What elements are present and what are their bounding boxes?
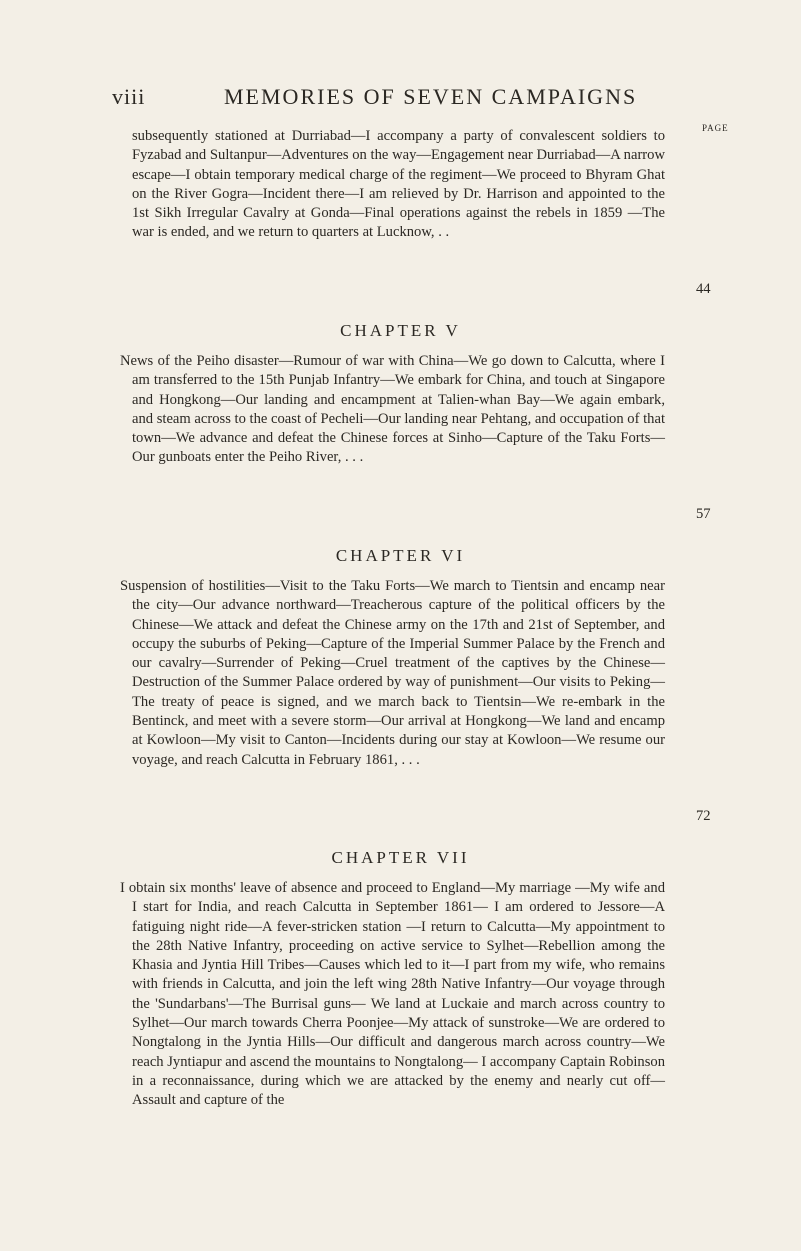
contents-entry-text: subsequently stationed at Durriabad—I accompany a party of convalescent soldiers to Fyzabad and Sultanpur—Adventures on the way—Engagement near Durriabad—A narrow escape—I obtain temporary medical charge of the regiment—We proceed to Bhyram Ghat on the River Gogra—Incident there—I am relieved by Dr. Harrison and appointed to the 1st Sikh Irregular Cavalry at Gonda—Final operations against the rebels in 1859 —The war is ended, and we return to quarters at Lucknow, . . — [132, 128, 665, 241]
chapter-heading: CHAPTER VII — [331, 848, 470, 867]
contents-entry-page: 44 — [696, 281, 711, 297]
page-column-label: PAGE — [702, 123, 729, 133]
running-title: MEMORIES OF SEVEN CAMPAIGNS — [224, 84, 638, 109]
page-number-roman: viii — [112, 84, 146, 109]
page-header — [112, 84, 672, 116]
contents-entry-text: News of the Peiho disaster—Rumour of war with China—We go down to Calcutta, where I am transferred to the 15th Punjab Infantry—We embark for China, and touch at Singapore and Hongkong—Our landing and encampment at Talien-whan Bay—We again embark, and steam across to the coast of Pecheli—Our landing near Pehtang, and occupation of that town—We advance and defeat the Chinese forces at Sinho—Capture of the Taku Forts—Our gunboats enter the Peiho River, . . . — [120, 353, 665, 466]
chapter-heading: CHAPTER V — [340, 321, 461, 340]
contents-entry-page: 57 — [696, 506, 711, 522]
contents-entry-text: I obtain six months' leave of absence and proceed to England—My marriage —My wife and I start for India, and reach Calcutta in September 1861— I am ordered to Jessore—A fatiguing night ride—A fever-stricken station —I return to Calcutta—My appointment to the 28th Native Infantry, proceeding on active service to Sylhet—Rebellion among the Khasia and Jyntia Hill Tribes—Causes which led to it—I part from my wife, who remains with friends in Calcutta, and join the left wing 28th Native Infantry—Our voyage through the 'Sundarbans'—The Burrisal guns— We land at Luckaie and march across country to Sylhet—Our march towards Cherra Poonjee—My attack of sunstroke—We are ordered to Nongtalong in the Jyntia Hills—Our difficult and dangerous march across country—We reach Jyntiapur and ascend the mountains to Nongtalong— I accompany Captain Robinson in a reconnaissance, during which we are attacked by the enemy and nearly cut off—Assault and capture of the — [120, 880, 665, 1109]
contents-entry-text: Suspension of hostilities—Visit to the Taku Forts—We march to Tientsin and encamp near the city—Our advance northward—Treacherous capture of the political officers by the Chinese—We attack and defeat the Chinese army on the 17th and 21st of September, and occupy the suburbs of Peking—Capture of the Imperial Summer Palace by the French and our cavalry—Surrender of Peking—Cruel treatment of the captives by the Chinese—Destruction of the Summer Palace ordered by way of punishment—Our visits to Peking—The treaty of peace is signed, and we march back to Tientsin—We re-embark in the Bentinck, and meet with a severe storm—Our arrival at Hongkong—We land and encamp at Kowloon—My visit to Canton—Incidents during our stay at Kowloon—We resume our voyage, and reach Calcutta in February 1861, . . . — [120, 578, 665, 768]
chapter-heading: CHAPTER VI — [335, 546, 466, 565]
contents-entry-page: 72 — [696, 808, 711, 824]
